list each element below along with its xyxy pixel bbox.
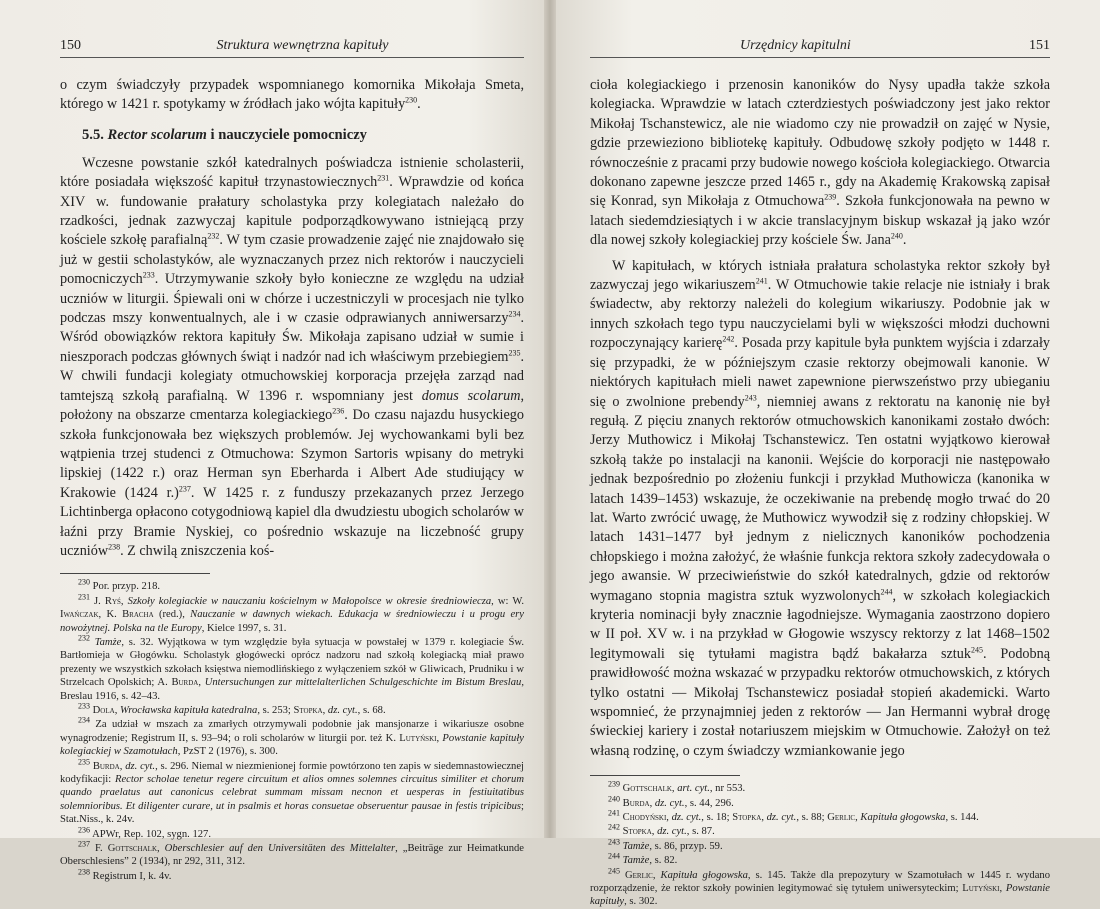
text-run: , s. 145. Także dla prepozytury w Szamotułach w 1445 r. wydano rozporządzenie, że rektor szkoły powinien legitymować się tytułem uniwersyteckim; (590, 869, 1051, 895)
footnotes-left (60, 577, 525, 883)
footnote-ref: 239 (824, 192, 837, 202)
footnote-ref: 231 (78, 592, 90, 602)
italic-text: Rector scholae tenetur regere circuitum et alios omnes solemnes circuitus similiter et chorum quando praelatus aut canonicus celebrat summam missam necnon et uesperas in festiuitatibus solemnioribus. Et diligenter curare, ut in psalmis et horas consuetae obseruentur pausae in festis tripicibus (60, 774, 524, 812)
text-run: , s. 86, przyp. 59. (649, 840, 723, 852)
footnote-ref: 238 (78, 867, 90, 877)
italic-text: domus scolarum (421, 387, 521, 404)
text-run: cioła kolegiackiego i przenosin kanoników do Nysy upadła także szkoła kolegiacka. Wprawdzie w latach czterdziestych poświadczony jest jako rektor Mikołaj Tschanstewicz, ale nie wiadomo czy nie prowadził on zajęć w Nysie, gdzie przewieziono bibliotekę kapituły. Odbudowę szkoły podjęto w 1448 r. równocześnie z pracami przy budowie nowego kościoła kolegiackiego. Otwarcia dokonano zapewne jeszcze przed 1465 r., gdy na Akademię Krakowską zapisał się Konrad, syn Mikołaja z Otmuchowa (590, 77, 1050, 210)
footnote-ref: 241 (755, 276, 768, 286)
footnote-ref: 231 (377, 173, 390, 183)
text-run: , (999, 883, 1006, 895)
author-name: Lutyński (962, 883, 1000, 895)
text-run: Wczesne powstanie szkół katedralnych poświadcza istnienie scholasterii, które posiadała większość kapituł trzynastowiecznych (60, 154, 524, 191)
text-run: ; Stat.Niss., k. 24v. (60, 800, 524, 826)
text-run: , s. 302. (624, 896, 658, 908)
text-run: . W chwili fundacji kolegiaty otmuchowskiej korporacja przejęła zarząd nad tamtejszą szkołą parafialną. W 1396 r. wspomniany jest (60, 348, 524, 404)
italic-text: Szkoły kolegiackie w nauczaniu kościelnym w Małopolsce w okresie średniowiecza (127, 595, 492, 607)
italic-text: Wrocławska kapituła katedralna (120, 705, 258, 716)
footnote (590, 866, 1051, 909)
text-run: . Podobną prawidłowość można wskazać w przypadku rektorów otmuchowskich, z których tylko ostatni — Mikołaj Tschanstewicz posiadał stopień akademicki. Warto wspomnieć, że przynajmniej jeden z rektorów — Jan Hermanni wybrał drogę świeckiej kariery i został notariuszem miejskim w Otmuchowie. Założył on też własną rodzinę, o czym świadczy wzmiankowanie jego (590, 645, 1050, 759)
right-page (550, 0, 1100, 908)
italic-text: Powstanie kapituły (590, 883, 1050, 908)
footnote-rule (590, 775, 740, 776)
footnote (60, 757, 524, 827)
body-text-right (590, 76, 1050, 761)
text-run: , s. 253; (257, 705, 294, 716)
text-run: , (671, 783, 678, 795)
author-name: Lutyński (399, 732, 437, 744)
text-run: , niemniej awans z rektoratu na kanonię nie był regułą. Z pięciu znanych rektorów otmuchowskich kanonikami zostało dwóch: Jerzy Muthowicz i Mikołaj Tschanstewicz. Ten ostatni wyjątkowo kierował szkołą także po instalacji na kanonii. Wejście do korporacji nie następowało jednak bezpośrednio po złożeniu funkcji i przykład Muthowicza (kanonika w latach 1439–1453) wskazuje, że oczekiwanie na prebendę mogło trwać do 20 lat. Warto zwrócić uwagę, że Muthowicz wywodził się z rodziny chłopskiej. W latach 1431–1477 był jednym z nielicznych kanoników pochodzenia chłopskiego i można założyć, że właśnie funkcja rektora szkoły zadecydowała o jego awansie. W przeciwieństwie do szkół katedralnych, gdzie od rektorów wymagano stopnia magistra sztuk wyzwolonych (590, 393, 1050, 604)
footnote-ref: 234 (508, 309, 521, 319)
text-run: APWr, Rep. 102, sygn. 127. (90, 828, 211, 840)
text-run: , w szkołach kolegiackich kryteria nominacji były znacznie łagodniejsze. Wymagania zaostrzono dopiero w II poł. XV w. i na przykład w Głogowie wszyscy rektorzy z lat 1468–1502 legitymowali się tytułami magistra bądź bakałarza sztuk (590, 587, 1051, 662)
author-name: Stopka (293, 705, 323, 716)
footnote-ref: 245 (608, 866, 620, 876)
text-run: Za udział w mszach za zmarłych otrzymywali podobnie jak mansjonarze i wikariusze osobne wynagrodzenie; Registrum II, s. 93–94; o roli scholarów w liturgii por. też K. (60, 719, 524, 744)
running-title: Urzędnicy kapitulni (740, 38, 851, 53)
text-run: . Wśród obowiązków rektora kapituły Św. Mikołaja zapisano udział w sumie i nieszporach podczas głównych świąt i nadzór nad ich właściwym przebiegiem (60, 310, 524, 365)
footnote-ref: 235 (508, 348, 521, 358)
text-run: , (157, 843, 165, 855)
footnote (60, 592, 524, 635)
footnote-ref: 236 (332, 406, 345, 416)
text-run: , K. (98, 609, 123, 621)
footnote-ref: 240 (890, 231, 903, 241)
body-text-left (60, 76, 524, 561)
italic-text: Kapituła głogowska (660, 869, 748, 881)
text-run: (red.), (153, 609, 191, 621)
footnote-ref: 239 (608, 779, 620, 789)
italic-text: Nauczanie w dawnych wiekach. Edukacja w średniowieczu i u progu ery nowożytnej. Polska na tle Europy (60, 609, 524, 634)
section-heading: 5.5. Rector scolarum i nauczyciele pomocniczy (82, 126, 367, 143)
text-run: , s. 18; (701, 812, 733, 824)
text-run: . Z chwilą zniszczenia koś- (120, 542, 275, 559)
italic-text: Untersuchungen zur mittelalterlichen Schulgeschichte im Bistum Breslau (204, 677, 522, 689)
left-page (0, 0, 550, 882)
author-name: Gerlic (624, 869, 653, 881)
italic-text: Kapituła głogowska (860, 812, 946, 824)
footnote (60, 867, 524, 883)
text-run: , PzST 2 (1976), s. 300. (177, 746, 278, 758)
text-run: . Szkoła funkcjonowała na pewno w latach siedemdziesiątych i w akcie translacyjnym biskup wskazał ją jako wzór dla nowej szkoły kolegiackiej przy kościele Św. Jana (590, 193, 1050, 249)
text-run: , nr 553. (709, 783, 746, 795)
footnote-ref: 232 (78, 633, 90, 643)
author-name: Chodyński (622, 812, 667, 824)
footnote-ref: 233 (78, 701, 90, 711)
footnote-rule (60, 573, 210, 574)
text-run: , (322, 705, 328, 716)
text-run: , s. 296. Niemal w niezmienionej formie powtórzono ten zapis w siedemnastowiecznej kodyfikacji: (60, 760, 524, 786)
text-run: , Breslau 1916, s. 42–43. (60, 677, 524, 702)
text-run: , położony na obszarze cmentarza kolegiackiego (60, 387, 524, 424)
text-run: , (666, 812, 672, 824)
text-run: , s. 44, 296. (684, 797, 734, 809)
footnote-ref: 233 (142, 270, 155, 280)
italic-text: Oberschlesier auf den Universitäten des Mittelalter (164, 843, 396, 855)
text-run: , w: W. (491, 595, 524, 607)
section-paragraph (60, 154, 524, 562)
footnote-ref: 243 (744, 392, 757, 402)
footnote-ref: 240 (608, 794, 620, 804)
footnote-ref: 242 (722, 334, 735, 344)
footnote (60, 715, 524, 758)
footnote-ref: 237 (78, 839, 90, 849)
footnote (60, 577, 524, 593)
footnote-ref: 234 (78, 715, 90, 725)
italic-text: Tamże (622, 840, 650, 852)
text-run: . Wprawdzie od końca XIV w. fundowanie prałatury scholastyka przy kolegiatach należało do rzadkości, jednak zazwyczaj kapitule podporządkowywano istniejącą przy kościele szkołę parafialną (60, 174, 524, 249)
text-run: , (119, 760, 126, 772)
footnote-ref: 242 (608, 822, 620, 832)
italic-text: art. cyt. (677, 783, 710, 795)
text-run: . W Otmuchowie takie relacje nie istniały i brak świadectw, aby rektorzy należeli do kolegium wikariuszy. Podobnie jak w innych szkołach tego typu nauczycielami byli w większości młodzi duchowni rozpoczynający karierę (590, 277, 1050, 352)
footnote-ref: 245 (970, 645, 983, 655)
footnote (590, 779, 1050, 795)
rectors-paragraph (590, 257, 1050, 762)
italic-text: dz. cyt. (125, 760, 156, 772)
author-name: Burda (171, 677, 199, 689)
text-run: , (855, 812, 861, 824)
footnote-ref: 230 (78, 577, 90, 587)
text-run: , s. 82. (649, 855, 678, 867)
continuation-paragraph (590, 76, 1050, 251)
italic-text: Tamże (94, 636, 122, 648)
text-run: , (120, 595, 128, 607)
text-run: , s. 32. Wyjątkowa w tym względzie była sytuacja w powstałej w 1379 r. kolegiacie Św. Bartłomieja w Głogówku. Scholastyk głogówecki oprócz nadzoru nad szkołą kolegiacką miał prawo prezenty we wszystkich szkołach księstwa niemodlińskiego z wyłączeniem szkół w Gliwicach, Prudniku i w Strzelcach Opolskich; A. (60, 636, 524, 689)
author-name: Iwańczak (60, 609, 99, 621)
footnote (60, 633, 524, 703)
text-run: , (649, 797, 655, 809)
italic-text: Powstanie kapituły kolegiackiej w Szamotułach (60, 732, 524, 758)
text-run: , (652, 869, 661, 881)
text-run: . W 1425 r. z funduszy przekazanych przez Jerzego Lichtinberga opłacono cotygodniową kapiel dla dwudziestu ubogich scholarów w łaźni przy Bramie Nyskiej, co pośrednio wskazuje na liczebność grupy uczniów (60, 484, 524, 559)
italic-text: dz. cyt. (657, 826, 687, 838)
footnote-ref: 237 (178, 483, 191, 493)
text-run: , (114, 705, 120, 716)
text-run: Por. przyp. 218. (90, 581, 161, 593)
text-run: , (198, 677, 205, 689)
italic-text: dz. cyt. (766, 812, 797, 824)
italic-text: dz. cyt. (671, 812, 702, 824)
footnote (60, 839, 525, 869)
text-run: , s. 87. (686, 826, 715, 838)
author-name: Gerlic (827, 812, 856, 824)
author-name: Burda (622, 797, 650, 809)
book-spine (544, 0, 556, 838)
italic-text: dz. cyt. (327, 705, 358, 716)
author-name: Bracha (122, 609, 154, 621)
footnote (590, 851, 1050, 867)
text-run: . Do czasu najazdu husyckiego szkoła funkcjonowała bez większych problemów. Jej wychowankami byli bez wątpienia trzej studenci z Otmuchowa: Szymon Sartoris wpisany do metryki lipskiej (1422 r.) oraz Herman syn Eberharda i Albert Ade studiujący w Krakowie (1424 r.) (60, 407, 524, 501)
footnote-ref: 232 (207, 231, 220, 241)
running-head-left (60, 38, 524, 58)
italic-text: dz. cyt. (654, 797, 685, 809)
page-number: 151 (1029, 38, 1050, 53)
page-number: 150 (60, 38, 81, 53)
footnote-ref: 244 (880, 586, 893, 596)
footnote (590, 808, 1050, 824)
author-name: Gottschalk (622, 783, 672, 795)
footnote-ref: 236 (78, 825, 90, 835)
running-title: Struktura wewnętrzna kapituły (216, 38, 389, 53)
footnote-ref: 235 (78, 757, 90, 767)
text-run: , (436, 732, 443, 744)
footnote-ref: 241 (608, 808, 620, 818)
intro-paragraph: o czym świadczyły przypadek wspomnianego komornika Mikołaja Smeta, którego w 1421 r. spotykamy w źródłach jako wójta kapituły$^{230}$. (60, 77, 524, 113)
text-run: . Utrzymywanie szkoły było konieczne ze względu na udział uczniów w liturgii. Śpiewali oni w chórze i uczestniczyli w procesjach nie tylko podczas mszy konwentualnych, ale i w czasie odprawianych anniwersarzy (60, 271, 524, 327)
author-name: Stopka (622, 826, 652, 838)
footnote-ref: 243 (608, 837, 620, 847)
footnote-ref: 244 (608, 851, 620, 861)
text-run: . W tym czasie prowadzenie zajęć nie znajdowało się już w gestii scholastyków, ale wyznaczanych przez nich rektorów i nauczycieli pomocniczych (60, 232, 525, 288)
italic-text: Tamże (622, 855, 650, 867)
author-name: Stopka (732, 812, 762, 824)
text-run: J. (90, 595, 105, 607)
text-run: , „Beiträge zur Heimatkunde Oberschlesiens” 2 (1934), nr 292, 311, 312. (60, 843, 525, 868)
author-name: Burda (92, 760, 120, 772)
footnote (590, 794, 1050, 810)
footnote (60, 701, 524, 717)
running-head-right (590, 38, 1050, 58)
text-run: , (761, 812, 767, 824)
footnote (60, 825, 524, 841)
text-run: Registrum I, k. 4v. (90, 870, 172, 882)
footnote (590, 837, 1050, 853)
text-run: , Kielce 1997, s. 31. (201, 622, 287, 634)
text-run: . (902, 232, 907, 249)
author-name: Gottschalk (107, 843, 157, 855)
text-run: , s. 68. (357, 705, 386, 716)
footnote-ref: 238 (108, 542, 121, 552)
text-run: . Posada przy kapitule była punktem wyjścia i zdarzały się przypadki, że w późniejszym czasie rektorzy obejmowali kanonie. W niektórych kapitułach mieli nawet zapewnione pierwszeństwo przy ubieganiu się o zwolnione prebendy (590, 335, 1050, 410)
text-run: , s. 144. (945, 812, 979, 824)
footnote (590, 822, 1050, 838)
text-run: W kapitułach, w których istniała prałatura scholastyka rektor szkoły był zazwyczaj jego wikariuszem (590, 257, 1050, 294)
author-name: Dola (92, 705, 115, 716)
author-name: Ryś (104, 595, 121, 607)
text-run: , (651, 826, 658, 838)
text-run: , s. 88; (796, 812, 828, 824)
footnotes-right (590, 779, 1051, 909)
text-run: F. (90, 843, 108, 855)
